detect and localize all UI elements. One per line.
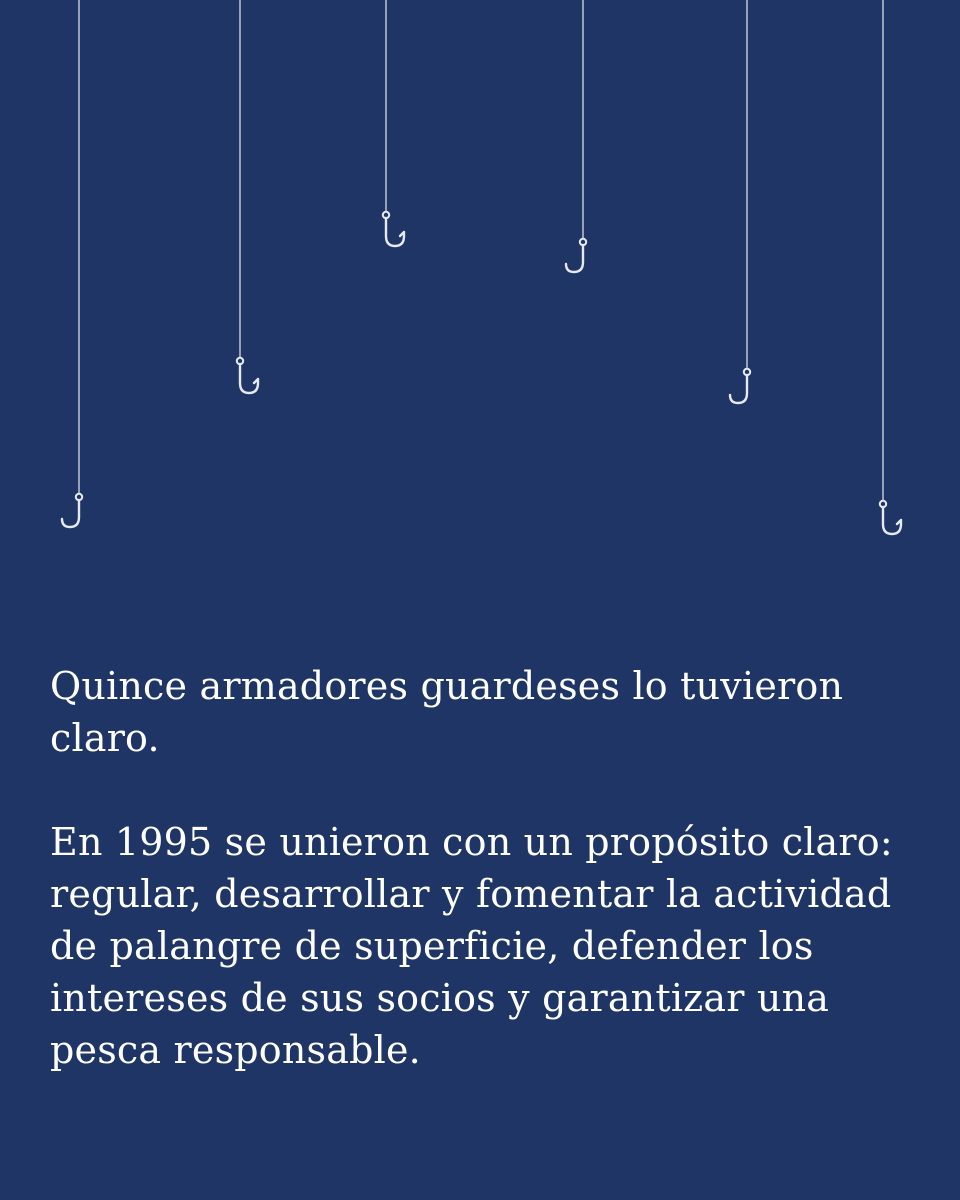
body-paragraph: En 1995 se unieron con un propósito claro: regular, desarrollar y fomentar la actividad de palangre de superficie, defender los intereses de sus socios y garantizar una pesca responsable. xyxy=(50,820,893,1072)
fishing-hook-icon xyxy=(566,0,586,272)
intro-paragraph: Quince armadores guardeses lo tuvieron claro. xyxy=(50,664,844,760)
fishing-hook-icon xyxy=(62,0,82,527)
fishing-hook-icon xyxy=(880,0,901,534)
fishing-hook-icon xyxy=(383,0,404,246)
text-block xyxy=(50,660,920,1076)
fishing-hook-icon xyxy=(730,0,750,403)
fishing-hook-icon xyxy=(237,0,258,393)
